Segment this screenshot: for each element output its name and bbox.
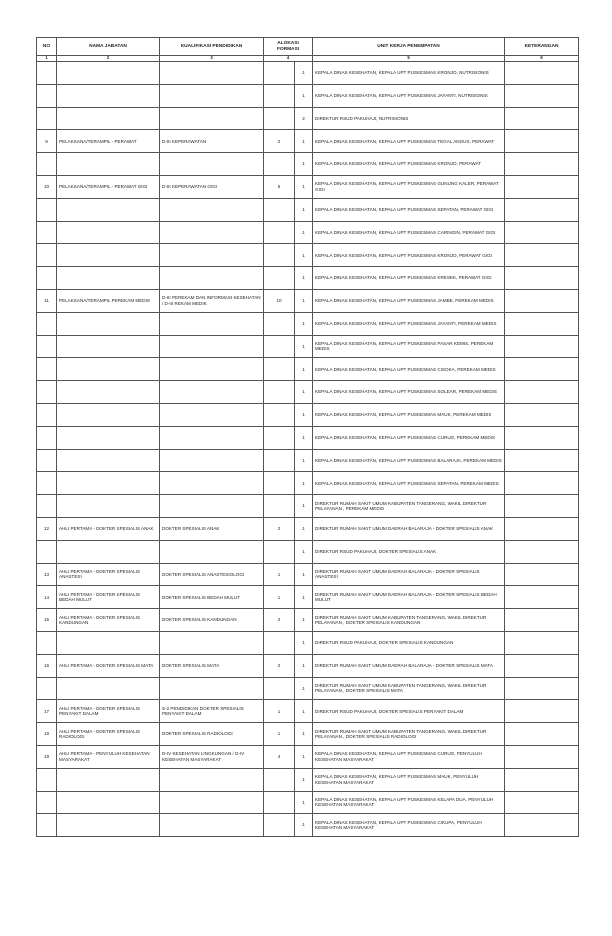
cell-alokasi-formasi (264, 358, 295, 381)
cell-no: 17 (37, 700, 57, 723)
cell-alokasi-formasi (264, 335, 295, 358)
cell-alokasi-formasi (264, 495, 295, 518)
cell-alokasi-formasi (264, 403, 295, 426)
cell-jumlah: 2 (295, 107, 313, 130)
table-row (37, 267, 579, 290)
cell-nama-jabatan: AHLI PERTAMA - DOKTER SPESIALIS PENYAKIT DALAM (57, 700, 160, 723)
cell-unit-kerja: KEPALA DINAS KESEHATAN, KEPALA UPT PUSKESMAS BALARAJA, PEREKAM MEDIS (313, 449, 505, 472)
cell-keterangan (505, 791, 579, 814)
cell-alokasi-formasi (264, 791, 295, 814)
cell-jumlah: 1 (295, 677, 313, 700)
cell-alokasi-formasi (264, 267, 295, 290)
cell-alokasi-formasi: 2 (264, 654, 295, 677)
cell-nama-jabatan: PELAKSANA/TERAMPIL - PERAWAT (57, 130, 160, 153)
cell-jumlah: 1 (295, 540, 313, 563)
cell-kualifikasi-pendidikan: DOKTER SPESIALIS KANDUNGAN (160, 609, 264, 632)
cell-jumlah: 1 (295, 153, 313, 176)
cell-keterangan (505, 267, 579, 290)
cell-keterangan (505, 768, 579, 791)
cell-kualifikasi-pendidikan (160, 631, 264, 654)
cell-unit-kerja: DIREKTUR RSUD PAKUHAJI, DOKTER SPESIALIS KANDUNGAN (313, 631, 505, 654)
table-row (37, 586, 579, 609)
cell-jumlah: 1 (295, 472, 313, 495)
table-row (37, 745, 579, 768)
cell-no (37, 472, 57, 495)
cell-unit-kerja: KEPALA DINAS KESEHATAN, KEPALA UPT PUSKESMAS GUNUNG KALER, PERAWAT GIGI (313, 175, 505, 198)
cell-no (37, 495, 57, 518)
cell-jumlah: 1 (295, 381, 313, 404)
cell-nama-jabatan (57, 198, 160, 221)
cell-nama-jabatan (57, 814, 160, 837)
table-row (37, 517, 579, 540)
cell-kualifikasi-pendidikan: DOKTER SPESIALIS MATA (160, 654, 264, 677)
cell-no (37, 221, 57, 244)
cell-no (37, 449, 57, 472)
cell-keterangan (505, 449, 579, 472)
cell-jumlah: 1 (295, 768, 313, 791)
cell-no: 13 (37, 563, 57, 586)
table-row (37, 723, 579, 746)
cell-alokasi-formasi (264, 221, 295, 244)
cell-jumlah: 1 (295, 745, 313, 768)
cell-kualifikasi-pendidikan (160, 426, 264, 449)
cell-kualifikasi-pendidikan (160, 198, 264, 221)
header-keterangan: KETERANGAN (505, 38, 579, 56)
cell-nama-jabatan (57, 221, 160, 244)
cell-unit-kerja: KEPALA DINAS KESEHATAN, KEPALA UPT PUSKESMAS SEPATAN, PEREKAM MEDIS (313, 472, 505, 495)
cell-keterangan (505, 289, 579, 312)
cell-keterangan (505, 472, 579, 495)
table-row (37, 244, 579, 267)
cell-unit-kerja: DIREKTUR RUMAH SAKIT UMUM KABUPATEN TANGERANG, WAKIL DIREKTUR PELAYANAN , DOKTER SPESIALIS MATA (313, 677, 505, 700)
cell-alokasi-formasi: 10 (264, 289, 295, 312)
column-number: 4 (264, 56, 313, 62)
cell-nama-jabatan: PELAKSANA/TERAMPIL - PERAWAT GIGI (57, 175, 160, 198)
cell-alokasi-formasi (264, 312, 295, 335)
cell-unit-kerja: KEPALA DINAS KESEHATAN, KEPALA UPT PUSKESMAS JAYANTI, PEREKAM MEDIS (313, 312, 505, 335)
header-no: NO (37, 38, 57, 56)
cell-no (37, 631, 57, 654)
table-row (37, 335, 579, 358)
cell-no: 15 (37, 609, 57, 632)
cell-keterangan (505, 107, 579, 130)
cell-jumlah: 1 (295, 654, 313, 677)
cell-keterangan (505, 495, 579, 518)
table-row (37, 221, 579, 244)
cell-keterangan (505, 198, 579, 221)
table-row (37, 358, 579, 381)
cell-keterangan (505, 723, 579, 746)
cell-unit-kerja: DIREKTUR RSUD PAKUHAJI, DOKTER SPESIALIS ANAK (313, 540, 505, 563)
cell-kualifikasi-pendidikan (160, 472, 264, 495)
cell-unit-kerja: DIREKTUR RUMAH SAKIT UMUM DAERAH BALARAJA - DOKTER SPESIALIS ANASTESI (313, 563, 505, 586)
document-page (36, 37, 578, 837)
cell-kualifikasi-pendidikan (160, 312, 264, 335)
cell-kualifikasi-pendidikan (160, 267, 264, 290)
cell-nama-jabatan (57, 312, 160, 335)
cell-jumlah: 1 (295, 244, 313, 267)
cell-kualifikasi-pendidikan (160, 540, 264, 563)
cell-unit-kerja: DIREKTUR RUMAH SAKIT UMUM DAERAH BALARAJA - DOKTER SPESIALIS ANAK (313, 517, 505, 540)
cell-keterangan (505, 130, 579, 153)
cell-alokasi-formasi (264, 768, 295, 791)
cell-kualifikasi-pendidikan: DOKTER SPESIALIS ANASTESIOLOGI (160, 563, 264, 586)
cell-jumlah: 1 (295, 358, 313, 381)
cell-no (37, 198, 57, 221)
cell-alokasi-formasi (264, 62, 295, 85)
cell-nama-jabatan (57, 153, 160, 176)
table-row (37, 677, 579, 700)
cell-jumlah: 1 (295, 563, 313, 586)
cell-unit-kerja: KEPALA DINAS KESEHATAN, KEPALA UPT PUSKESMAS PASAR KEMIS, PEREKAM MEDIS (313, 335, 505, 358)
cell-nama-jabatan (57, 426, 160, 449)
cell-nama-jabatan: AHLI PERTAMA - DOKTER SPESIALIS ANAK (57, 517, 160, 540)
cell-nama-jabatan (57, 472, 160, 495)
table-row (37, 791, 579, 814)
table-row (37, 175, 579, 198)
cell-no (37, 335, 57, 358)
cell-jumlah: 1 (295, 267, 313, 290)
table-row (37, 540, 579, 563)
cell-alokasi-formasi (264, 631, 295, 654)
cell-jumlah: 1 (295, 791, 313, 814)
cell-nama-jabatan (57, 631, 160, 654)
cell-unit-kerja: DIREKTUR RUMAH SAKIT UMUM DAERAH BALARAJA - DOKTER SPESIALIS MATA (313, 654, 505, 677)
cell-kualifikasi-pendidikan: S-2 PENDIDIKAN DOKTER SPESIALIS PENYAKIT DALAM (160, 700, 264, 723)
cell-keterangan (505, 221, 579, 244)
table-header-row (37, 38, 579, 56)
column-number: 6 (505, 56, 579, 62)
cell-kualifikasi-pendidikan (160, 107, 264, 130)
cell-keterangan (505, 381, 579, 404)
cell-kualifikasi-pendidikan: D-III PEREKAM DAN INFORMASI KESEHATAN / D-III REKAM MEDIK (160, 289, 264, 312)
cell-unit-kerja: KEPALA DINAS KESEHATAN, KEPALA UPT PUSKESMAS JAYANTI, NUTRISIONIS (313, 84, 505, 107)
cell-alokasi-formasi (264, 472, 295, 495)
cell-no: 10 (37, 175, 57, 198)
cell-alokasi-formasi (264, 381, 295, 404)
cell-unit-kerja: KEPALA DINAS KESEHATAN, KEPALA UPT PUSKESMAS KRONJO, PERAWAT GIGI (313, 244, 505, 267)
column-number: 2 (57, 56, 160, 62)
cell-no (37, 381, 57, 404)
cell-kualifikasi-pendidikan (160, 495, 264, 518)
column-number: 3 (160, 56, 264, 62)
cell-kualifikasi-pendidikan (160, 403, 264, 426)
cell-nama-jabatan: AHLI PERTAMA - DOKTER SPESIALIS KANDUNGAN (57, 609, 160, 632)
cell-unit-kerja: KEPALA DINAS KESEHATAN, KEPALA UPT PUSKESMAS SEPATAN, PERAWAT GIGI (313, 198, 505, 221)
cell-keterangan (505, 609, 579, 632)
cell-nama-jabatan: AHLI PERTAMA - DOKTER SPESIALIS ANASTESI (57, 563, 160, 586)
table-row (37, 768, 579, 791)
table-row (37, 609, 579, 632)
cell-kualifikasi-pendidikan: D-IV KESEHATAN LINGKUNGAN / D-IV KESEHATAN MASYARAKAT (160, 745, 264, 768)
cell-alokasi-formasi: 1 (264, 700, 295, 723)
table-row (37, 631, 579, 654)
column-number: 1 (37, 56, 57, 62)
cell-no (37, 358, 57, 381)
table-row (37, 153, 579, 176)
cell-unit-kerja: KEPALA DINAS KESEHATAN, KEPALA UPT PUSKESMAS CISOKA, PEREKAM MEDIS (313, 358, 505, 381)
cell-keterangan (505, 654, 579, 677)
cell-nama-jabatan (57, 768, 160, 791)
table-row (37, 426, 579, 449)
cell-alokasi-formasi (264, 244, 295, 267)
cell-kualifikasi-pendidikan (160, 84, 264, 107)
cell-jumlah: 1 (295, 495, 313, 518)
cell-jumlah: 1 (295, 426, 313, 449)
cell-jumlah: 1 (295, 814, 313, 837)
cell-jumlah: 1 (295, 130, 313, 153)
cell-no: 11 (37, 289, 57, 312)
cell-jumlah: 1 (295, 198, 313, 221)
cell-keterangan (505, 62, 579, 85)
cell-keterangan (505, 312, 579, 335)
cell-jumlah: 1 (295, 723, 313, 746)
cell-kualifikasi-pendidikan: DOKTER SPESIALIS ANAK (160, 517, 264, 540)
cell-no: 18 (37, 723, 57, 746)
cell-no (37, 84, 57, 107)
table-row (37, 289, 579, 312)
cell-unit-kerja: DIREKTUR RSUD PAKUHAJI, NUTRISIONIS (313, 107, 505, 130)
cell-unit-kerja: DIREKTUR RUMAH SAKIT UMUM KABUPATEN TANGERANG, WAKIL DIREKTUR PELAYANAN , DOKTER SPESIALIS KANDUNGAN (313, 609, 505, 632)
cell-keterangan (505, 244, 579, 267)
cell-keterangan (505, 517, 579, 540)
cell-jumlah: 1 (295, 84, 313, 107)
cell-nama-jabatan (57, 540, 160, 563)
cell-unit-kerja: KEPALA DINAS KESEHATAN, KEPALA UPT PUSKESMAS MAUK, PEREKAM MEDIS (313, 403, 505, 426)
cell-keterangan (505, 153, 579, 176)
table-body (37, 62, 579, 837)
cell-alokasi-formasi (264, 426, 295, 449)
cell-nama-jabatan (57, 62, 160, 85)
cell-nama-jabatan (57, 403, 160, 426)
cell-no (37, 267, 57, 290)
cell-alokasi-formasi: 5 (264, 175, 295, 198)
cell-kualifikasi-pendidikan (160, 221, 264, 244)
cell-nama-jabatan (57, 677, 160, 700)
header-kualifikasi-pendidikan: KUALIFIKASI PENDIDIKAN (160, 38, 264, 56)
cell-jumlah: 1 (295, 586, 313, 609)
cell-keterangan (505, 403, 579, 426)
cell-jumlah: 1 (295, 403, 313, 426)
cell-nama-jabatan (57, 107, 160, 130)
cell-alokasi-formasi: 1 (264, 723, 295, 746)
cell-alokasi-formasi: 4 (264, 745, 295, 768)
cell-keterangan (505, 745, 579, 768)
table-row (37, 107, 579, 130)
cell-jumlah: 1 (295, 175, 313, 198)
cell-no (37, 62, 57, 85)
table-row (37, 449, 579, 472)
header-unit-kerja: UNIT KERJA PENEMPATAN (313, 38, 505, 56)
cell-nama-jabatan (57, 335, 160, 358)
cell-nama-jabatan (57, 381, 160, 404)
cell-nama-jabatan (57, 244, 160, 267)
cell-unit-kerja: KEPALA DINAS KESEHATAN, KEPALA UPT PUSKESMAS MAUK, PENYULUH KESEHATAN MASYARAKAT (313, 768, 505, 791)
cell-no (37, 426, 57, 449)
cell-keterangan (505, 175, 579, 198)
cell-no: 19 (37, 745, 57, 768)
cell-keterangan (505, 358, 579, 381)
cell-alokasi-formasi (264, 84, 295, 107)
cell-unit-kerja: KEPALA DINAS KESEHATAN, KEPALA UPT PUSKESMAS CARINGIN, PERAWAT GIGI (313, 221, 505, 244)
cell-no (37, 540, 57, 563)
cell-keterangan (505, 700, 579, 723)
cell-nama-jabatan: AHLI PERTAMA - PENYULUH KESEHATAN MASYARAKAT (57, 745, 160, 768)
cell-nama-jabatan: AHLI PERTAMA - DOKTER SPESIALIS MATA (57, 654, 160, 677)
cell-kualifikasi-pendidikan (160, 335, 264, 358)
cell-kualifikasi-pendidikan (160, 244, 264, 267)
cell-kualifikasi-pendidikan: D-III KEPERAWATAN GIGI (160, 175, 264, 198)
formasi-table (36, 37, 579, 837)
cell-nama-jabatan (57, 267, 160, 290)
cell-unit-kerja: KEPALA DINAS KESEHATAN, KEPALA UPT PUSKESMAS TEGAL ANGUS, PERAWAT (313, 130, 505, 153)
cell-keterangan (505, 84, 579, 107)
cell-kualifikasi-pendidikan (160, 449, 264, 472)
cell-alokasi-formasi: 1 (264, 586, 295, 609)
cell-kualifikasi-pendidikan: DOKTER SPESIALIS BEDAH MULUT (160, 586, 264, 609)
cell-unit-kerja: KEPALA DINAS KESEHATAN, KEPALA UPT PUSKESMAS KRONJO, NUTRISIONIS (313, 62, 505, 85)
table-row (37, 563, 579, 586)
cell-unit-kerja: DIREKTUR RUMAH SAKIT UMUM DAERAH BALARAJA - DOKTER SPESIALIS BEDAH MULUT (313, 586, 505, 609)
cell-alokasi-formasi (264, 107, 295, 130)
cell-no: 16 (37, 654, 57, 677)
cell-unit-kerja: KEPALA DINAS KESEHATAN, KEPALA UPT PUSKESMAS CURUG, PEREKAM MEDIS (313, 426, 505, 449)
cell-unit-kerja: KEPALA DINAS KESEHATAN, KEPALA UPT PUSKESMAS KRESEK, PERAWAT GIGI (313, 267, 505, 290)
cell-no (37, 677, 57, 700)
cell-no (37, 312, 57, 335)
cell-keterangan (505, 677, 579, 700)
cell-nama-jabatan: AHLI PERTAMA - DOKTER SPESIALIS BEDAH MULUT (57, 586, 160, 609)
cell-keterangan (505, 426, 579, 449)
cell-nama-jabatan (57, 495, 160, 518)
cell-kualifikasi-pendidikan: D-III KEPERAWATAN (160, 130, 264, 153)
cell-jumlah: 1 (295, 289, 313, 312)
table-row (37, 198, 579, 221)
cell-keterangan (505, 631, 579, 654)
cell-nama-jabatan (57, 791, 160, 814)
cell-alokasi-formasi (264, 449, 295, 472)
cell-alokasi-formasi: 2 (264, 517, 295, 540)
header-alokasi-formasi: ALOKASI FORMASI (264, 38, 313, 56)
table-row (37, 472, 579, 495)
cell-no (37, 107, 57, 130)
cell-unit-kerja: DIREKTUR RUMAH SAKIT UMUM KABUPATEN TANGERANG, WAKIL DIREKTUR PELAYANAN , PEREKAM MEDIS (313, 495, 505, 518)
cell-no (37, 814, 57, 837)
table-row (37, 62, 579, 85)
cell-nama-jabatan: AHLI PERTAMA - DOKTER SPESIALIS RADIOLOGI (57, 723, 160, 746)
cell-nama-jabatan (57, 358, 160, 381)
cell-nama-jabatan (57, 84, 160, 107)
cell-kualifikasi-pendidikan: DOKTER SPESIALIS RADIOLOGI (160, 723, 264, 746)
table-row (37, 495, 579, 518)
table-row (37, 403, 579, 426)
cell-keterangan (505, 563, 579, 586)
cell-no (37, 768, 57, 791)
cell-jumlah: 1 (295, 449, 313, 472)
cell-unit-kerja: DIREKTUR RUMAH SAKIT UMUM KABUPATEN TANGERANG, WAKIL DIREKTUR PELAYANAN , DOKTER SPESIALIS RADIOLOGI (313, 723, 505, 746)
cell-alokasi-formasi (264, 153, 295, 176)
cell-alokasi-formasi (264, 677, 295, 700)
table-row (37, 312, 579, 335)
cell-jumlah: 1 (295, 631, 313, 654)
cell-alokasi-formasi (264, 540, 295, 563)
cell-unit-kerja: KEPALA DINAS KESEHATAN, KEPALA UPT PUSKESMAS KELAPA DUA, PENYULUH KESEHATAN MASYARAKAT (313, 791, 505, 814)
cell-jumlah: 1 (295, 517, 313, 540)
table-row (37, 381, 579, 404)
cell-no (37, 791, 57, 814)
cell-unit-kerja: DIREKTUR RSUD PAKUHAJI, DOKTER SPESIALIS PENYAKIT DALAM (313, 700, 505, 723)
cell-nama-jabatan (57, 449, 160, 472)
header-nama-jabatan: NAMA JABATAN (57, 38, 160, 56)
cell-keterangan (505, 814, 579, 837)
cell-kualifikasi-pendidikan (160, 677, 264, 700)
cell-alokasi-formasi: 1 (264, 563, 295, 586)
cell-jumlah: 1 (295, 609, 313, 632)
table-row (37, 814, 579, 837)
cell-unit-kerja: KEPALA DINAS KESEHATAN, KEPALA UPT PUSKESMAS CIKUPA, PENYULUH KESEHATAN MASYARAKAT (313, 814, 505, 837)
table-row (37, 130, 579, 153)
cell-alokasi-formasi (264, 198, 295, 221)
cell-jumlah: 1 (295, 62, 313, 85)
cell-kualifikasi-pendidikan (160, 768, 264, 791)
cell-nama-jabatan: PELAKSANA/TERAMPIL PEREKAM MEDIS (57, 289, 160, 312)
cell-unit-kerja: KEPALA DINAS KESEHATAN, KEPALA UPT PUSKESMAS JAMBE, PEREKAM MEDIS (313, 289, 505, 312)
cell-no: 14 (37, 586, 57, 609)
cell-kualifikasi-pendidikan (160, 791, 264, 814)
cell-jumlah: 1 (295, 700, 313, 723)
cell-keterangan (505, 586, 579, 609)
cell-kualifikasi-pendidikan (160, 814, 264, 837)
cell-kualifikasi-pendidikan (160, 381, 264, 404)
cell-keterangan (505, 335, 579, 358)
cell-unit-kerja: KEPALA DINAS KESEHATAN, KEPALA UPT PUSKESMAS CURUG, PENYULUH KESEHATAN MASYARAKAT (313, 745, 505, 768)
cell-jumlah: 1 (295, 312, 313, 335)
cell-no: 12 (37, 517, 57, 540)
table-row (37, 700, 579, 723)
table-row (37, 654, 579, 677)
cell-alokasi-formasi (264, 814, 295, 837)
cell-no: 9 (37, 130, 57, 153)
cell-alokasi-formasi: 2 (264, 609, 295, 632)
cell-no (37, 244, 57, 267)
cell-jumlah: 1 (295, 221, 313, 244)
cell-kualifikasi-pendidikan (160, 62, 264, 85)
cell-no (37, 153, 57, 176)
table-row (37, 84, 579, 107)
cell-keterangan (505, 540, 579, 563)
cell-unit-kerja: KEPALA DINAS KESEHATAN, KEPALA UPT PUSKESMAS SOLEAR, PEREKAM MEDIS (313, 381, 505, 404)
cell-alokasi-formasi: 2 (264, 130, 295, 153)
cell-jumlah: 1 (295, 335, 313, 358)
cell-kualifikasi-pendidikan (160, 358, 264, 381)
column-number: 5 (313, 56, 505, 62)
cell-unit-kerja: KEPALA DINAS KESEHATAN, KEPALA UPT PUSKESMAS KRONJO, PERAWAT (313, 153, 505, 176)
cell-kualifikasi-pendidikan (160, 153, 264, 176)
cell-no (37, 403, 57, 426)
